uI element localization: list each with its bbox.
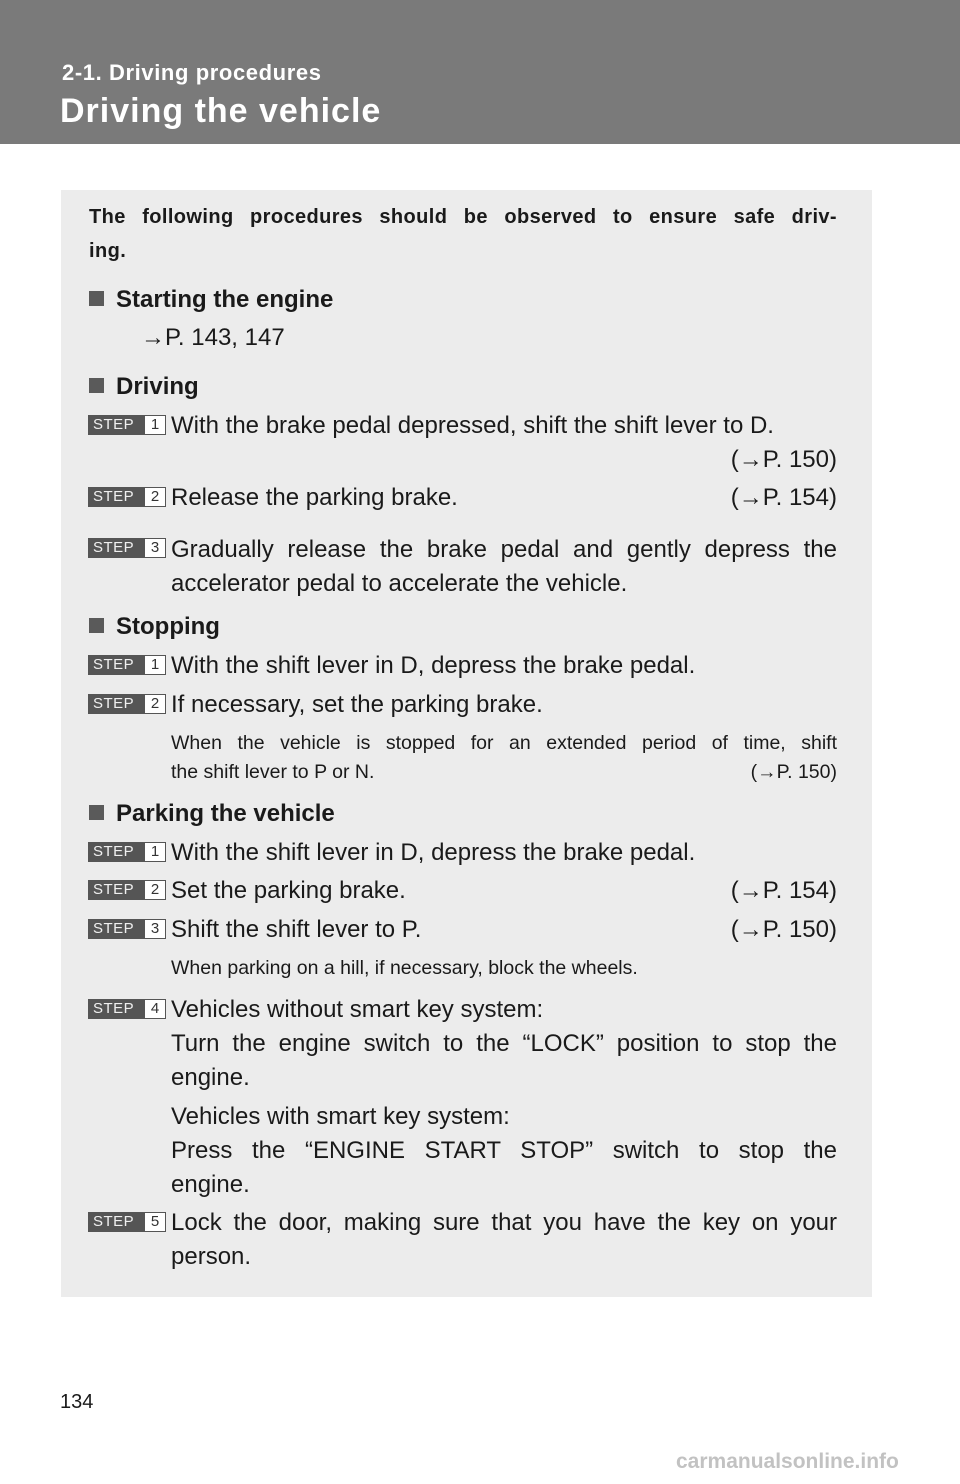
parking-step4-a-line2: Turn the engine switch to the “LOCK” position to stop the [171,1030,837,1057]
driving-step2-text: Release the parking brake. [171,484,458,511]
stopping-step2-text: If necessary, set the parking brake. [171,691,543,718]
section-label: 2-1. Driving procedures [62,60,322,85]
heading-driving: Driving [89,373,199,401]
bullet-square-icon [89,618,104,633]
step-badge-1: STEP 1 [88,415,166,435]
parking-step2-ref: (→P. 154) [730,877,837,904]
parking-step4-b-line1: Vehicles with smart key system: [171,1103,510,1130]
bullet-square-icon [89,291,104,306]
watermark: carmanualsonline.info [676,1450,899,1473]
heading-parking: Parking the vehicle [89,800,335,828]
parking-step4-a-line1: Vehicles without smart key system: [171,996,544,1023]
stopping-step1-text: With the shift lever in D, depress the brake pedal. [171,652,696,679]
page-title: Driving the vehicle [60,92,382,130]
stopping-note-line2: the shift lever to P or N. [171,761,375,783]
step-badge-4: STEP 4 [88,999,166,1019]
step-badge-1: STEP 1 [88,655,166,675]
step-badge-1: STEP 1 [88,842,166,862]
bullet-square-icon [89,805,104,820]
parking-step4-a-line3: engine. [171,1064,250,1091]
step-badge-2: STEP 2 [88,694,166,714]
driving-step2-ref: (→P. 154) [730,484,837,511]
parking-note: When parking on a hill, if necessary, block the wheels. [171,957,638,979]
step-badge-2: STEP 2 [88,487,166,507]
parking-step5-line2: person. [171,1243,252,1270]
page-number: 134 [60,1391,94,1413]
heading-stopping: Stopping [89,613,220,641]
driving-step3-line1: Gradually release the brake pedal and gently depress the [171,536,837,563]
step-badge-3: STEP 3 [88,919,166,939]
parking-step2-text: Set the parking brake. [171,877,406,904]
intro-text-line1: The following procedures should be observed to ensure safe driv- [89,206,837,228]
heading-starting-engine: Starting the engine [89,286,333,314]
parking-step4-b-line3: engine. [171,1171,250,1198]
starting-page-ref: →P. 143, 147 [141,324,285,351]
driving-step3-line2: accelerator pedal to accelerate the vehicle. [171,570,628,597]
step-badge-2: STEP 2 [88,880,166,900]
driving-step1-text: With the brake pedal depressed, shift the shift lever to D. [171,412,774,439]
driving-step1-ref: (→P. 150) [730,446,837,473]
stopping-note-ref: (→P. 150) [750,761,837,783]
parking-step1-text: With the shift lever in D, depress the brake pedal. [171,839,696,866]
parking-step3-ref: (→P. 150) [730,916,837,943]
intro-text-line2: ing. [89,240,127,262]
parking-step4-b-line2: Press the “ENGINE START STOP” switch to stop the [171,1137,837,1164]
bullet-square-icon [89,378,104,393]
parking-step5-line1: Lock the door, making sure that you have the key on your [171,1209,837,1236]
step-badge-5: STEP 5 [88,1212,166,1232]
step-badge-3: STEP 3 [88,538,166,558]
parking-step3-text: Shift the shift lever to P. [171,916,422,943]
stopping-note-line1: When the vehicle is stopped for an extended period of time, shift [171,732,837,754]
